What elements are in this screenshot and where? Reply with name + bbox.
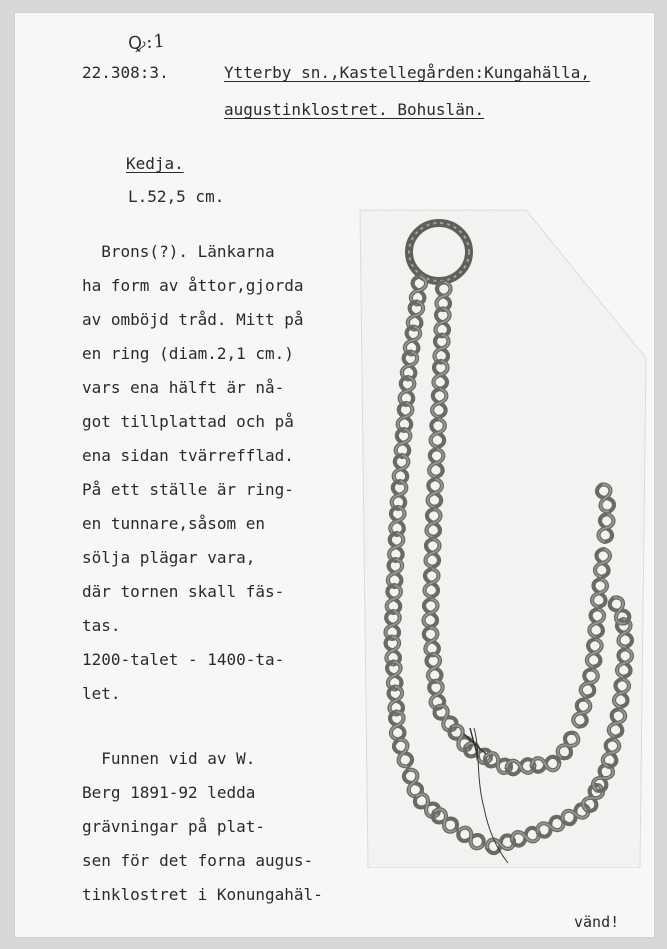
description-line: let. [82, 684, 121, 703]
description-line: tas. [82, 616, 121, 635]
description-line: På ett ställe är ring- [82, 480, 294, 499]
description-line: ena sidan tvärrefflad. [82, 446, 294, 465]
description-line: där tornen skall fäs- [82, 582, 285, 601]
inventory-number: 22.308:3. [82, 63, 169, 82]
find-line: grävningar på plat- [82, 817, 266, 836]
description-line: sölja plägar vara, [82, 548, 256, 567]
find-info-block [82, 742, 357, 912]
measurement: L.52,5 cm. [128, 187, 225, 206]
description-line: en tunnare,såsom en [82, 514, 266, 533]
location-line-2: augustinklostret. Bohuslän. [224, 100, 485, 119]
find-line: tinklostret i Konungahäl- [82, 885, 323, 904]
description-block [82, 235, 357, 711]
find-line: Berg 1891-92 ledda [82, 783, 256, 802]
find-line: sen för det forna augus- [82, 851, 314, 870]
description-line: en ring (diam.2,1 cm.) [82, 344, 294, 363]
object-name: Kedja. [126, 154, 184, 173]
catalog-card [14, 12, 655, 938]
turn-over-note: vänd! [574, 913, 620, 931]
description-line: av omböjd tråd. Mitt på [82, 310, 304, 329]
location-line-1: Ytterby sn.,Kastellegården:Kungahälla, [224, 63, 591, 82]
handwritten-mark: Ꝙ:1 [127, 30, 167, 55]
description-line: Brons(?). Länkarna [82, 242, 275, 261]
description-line: got tillplattad och på [82, 412, 294, 431]
description-line: ha form av åttor,gjorda [82, 276, 304, 295]
find-line: Funnen vid av W. [82, 749, 256, 768]
description-line: 1200-talet - 1400-ta- [82, 650, 285, 669]
chain-photograph [358, 208, 648, 868]
description-line: vars ena hälft är nå- [82, 378, 285, 397]
